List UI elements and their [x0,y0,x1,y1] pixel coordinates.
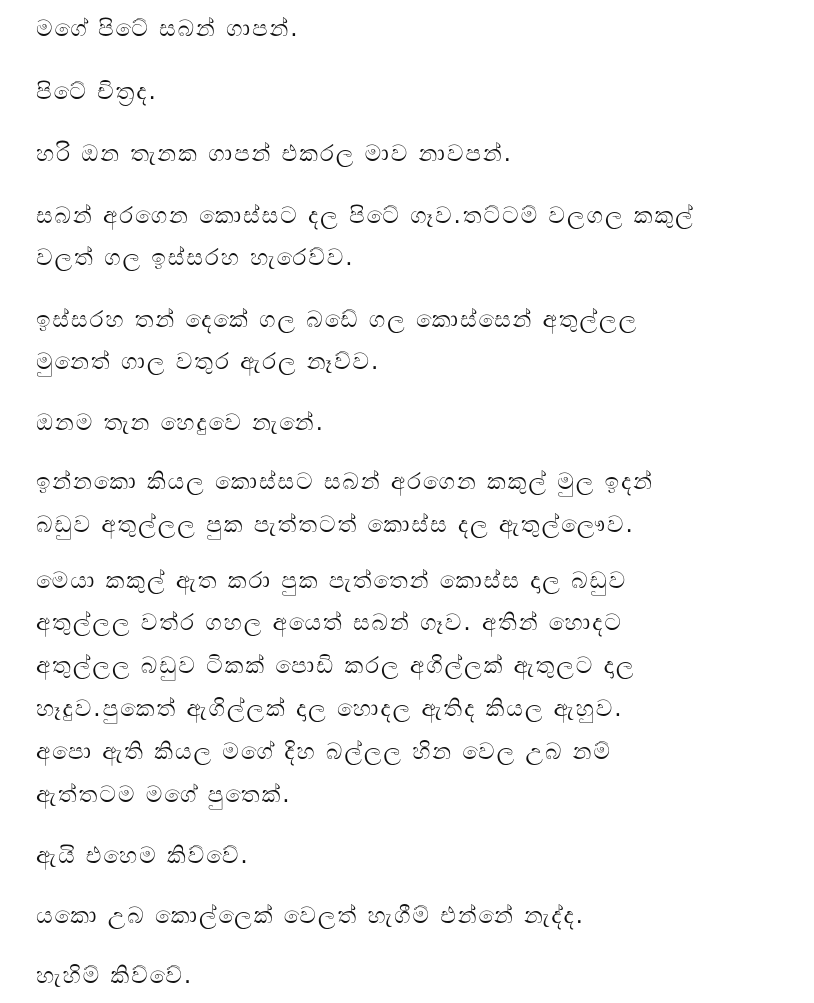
text-line: මුනෙත් ගාල වතුර ඇරල නෑව්ව. [36,349,381,375]
text-line: සබන් අරගෙන කොස්සට දල පිටේ ගෑව.තට්ටම් වලගල කකුල් [36,203,695,229]
text-line: පිටේ චිත්‍රද. [36,79,158,105]
text-line: බඩුව අතුල්ලල පුක පැත්තටත් කොස්ස දල ඇතුල්ලෞව. [36,512,635,538]
text-line: මෙයා කකුල් ඇත කරා පුක පැත්තෙන් කොස්ස දාල බඩුව [36,568,628,594]
text-line: අතුල්ලල බඩුව ටිකක් පොඩි කරල අගිල්ලක් ඇතුලට දාල [36,653,636,679]
text-line: ඇයි එහෙම කිව්වේ. [36,843,250,869]
text-line: ඉන්නකො කියල කොස්සට සබන් අරගෙන කකුල් මුල ඉදන් [36,469,654,495]
text-line: ඔනම තැන හෙදුවෙ නැනේ. [36,410,325,436]
text-line: හරි ඔන තැනක ගාපන් එකරල මාව නාවපන්. [36,141,513,167]
text-line: මගේ පිටේ සබන් ගාපන්. [36,16,300,42]
text-line: අපො ඇති කියල මගේ දිහ බල්ලල හින වෙල උබ නම් [36,739,612,765]
text-line: හෑදුව.පුකෙත් ඇගිල්ලක් දාල හොදල ඇතිද කියල ඇහුව. [36,696,624,722]
text-line: හැහිම් කිව්වේ. [36,963,194,989]
text-line: ඇත්තටම මගේ පුතෙක්. [36,782,292,808]
text-line: ඉස්සරහ තන් දෙකේ ගල බඩේ ගල කොස්සෙන් අතුල්ලල [36,307,639,333]
text-line: අතුල්ලල වත්ර ගහල අයෙත් සබන් ගෑව. අතින් හොදට [36,610,623,636]
text-line: යකො උබ කොල්ලෙක් වෙලත් හැගීම් එන්නේ නැද්ද. [36,903,585,929]
text-line: වලත් ගල ඉස්සරහ හැරෙව්ව. [36,245,355,271]
